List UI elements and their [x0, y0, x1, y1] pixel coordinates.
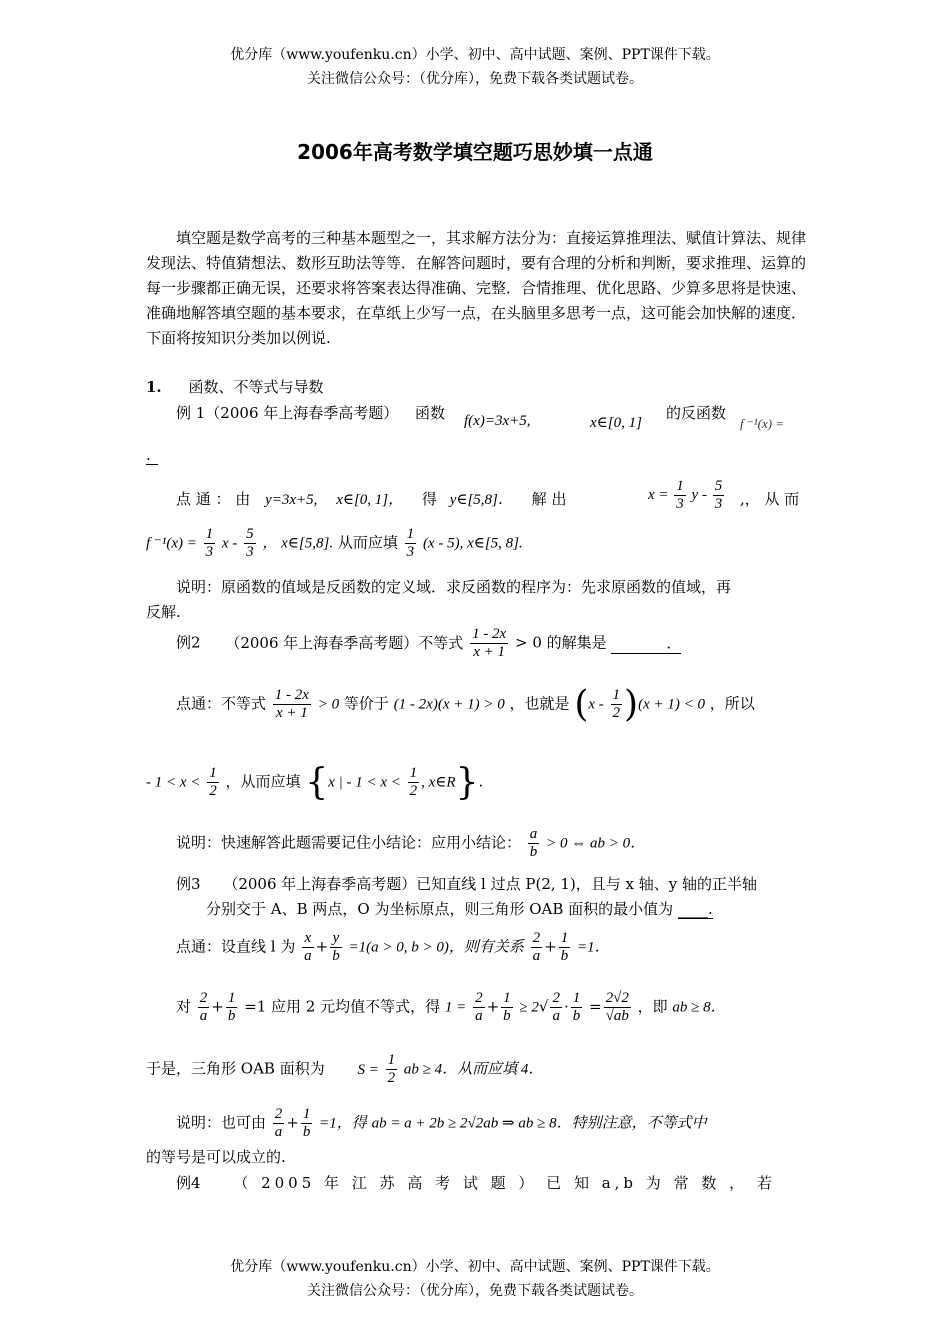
hint-label: 点 通 ： 由 [176, 490, 251, 508]
header-line-1: 优分库（www.youfenku.cn）小学、初中、高中试题、案例、PPT课件下载。 [230, 47, 720, 63]
note-derivation: ab = a + 2b ≥ 2√2ab ⇒ ab ≥ 8．特别注意，不等式中 [371, 1115, 707, 1132]
hint-label: 点通：不等式 [176, 694, 267, 713]
example-2-result: - 1 < x < $\frac{1}{2}$ ，从而应填 {x | - 1 < x < $\frac{1}{2}$ , x∈R}. [146, 762, 484, 803]
fill-text: 从而应填 [337, 533, 398, 552]
example-1-function: f(x)=3x+5, [464, 413, 531, 429]
fraction-inequality [470, 626, 508, 661]
example-3-inequality: 对 $\frac{2}{a}$ + $\frac{1}{b}$ =1 应用 2 元均值不等式，得 1 = $\frac{2}{a}$ + $\frac{1}{b}$ ≥ 2√ $\frac{2}{a}$ · $\frac{1}{b}$ = $\frac{2√2}{√ab}$ ，即 ab ≥ 8． [176, 990, 726, 1024]
fraction-one-third: $\frac{1}{3}$ [205, 526, 214, 560]
section-number: 1. [146, 378, 162, 396]
solve-mid: y - [691, 486, 707, 503]
x-minus: x - [588, 696, 604, 713]
fraction-one-third: $\frac{1}{3}$ [676, 478, 684, 512]
solution-set-tail: , x∈R [421, 774, 456, 791]
denominator: x + 1 [275, 705, 308, 721]
solution-set: x | - 1 < x < [328, 774, 401, 791]
example-1-note-2: 反解. [146, 603, 181, 621]
ab-ge-8: ab ≥ 8． [672, 999, 726, 1016]
ge-two: ≥ 2 [519, 999, 539, 1016]
answer-blank: ． [611, 632, 681, 654]
fraction-one-third: $\frac{1}{3}$ [406, 526, 415, 560]
left-paren: ( [574, 684, 589, 725]
fraction-one-half: $\frac{1}{2}$ [209, 765, 217, 799]
fraction-2-over-a: $\frac{2}{a}$ [532, 930, 541, 964]
example-3-line-2 [206, 898, 713, 919]
example-1-thus: ,， 从 而 [740, 490, 800, 508]
hint-domain: x∈[0, 1]， [336, 492, 404, 508]
example-1-result [146, 526, 523, 561]
note-equals: =1，得 [319, 1115, 367, 1132]
answer: (x - 5), x∈[5, 8]. [422, 535, 523, 552]
fraction-one-half: $\frac{1}{2}$ [387, 1052, 396, 1086]
line-equation: =1(a > 0, b > 0)，则有关系 [348, 939, 524, 956]
fraction-inequality [273, 687, 311, 722]
section-title: 函数、不等式与导数 [188, 378, 324, 396]
example-1-text: 函数 [415, 404, 446, 422]
solve-lhs: x = [648, 486, 669, 503]
fraction-one-half: $\frac{1}{2}$ [612, 687, 621, 721]
example-1-hint [176, 488, 566, 509]
footer-line-1: 优分库（www.youfenku.cn）小学、初中、高中试题、案例、PPT课件下载。 [230, 1259, 720, 1275]
fraction-2-over-a: $\frac{2}{a}$ [552, 990, 560, 1024]
factor-inequality: (x + 1) < 0 [638, 696, 705, 713]
example-3-label: 例3 [176, 875, 201, 893]
note-result: > 0 ⇔ ab > 0． [546, 835, 646, 852]
example-2-note [176, 826, 645, 861]
example-3-source: （2006 年上海春季高考题）已知直线 l 过点 P(2, 1)，且与 x 轴、y 轴的正半轴 [223, 875, 758, 893]
fraction-five-thirds: $\frac{5}{3}$ [714, 478, 723, 512]
example-4-label: 例4 [176, 1174, 201, 1192]
fraction-2-over-a: $\frac{2}{a}$ [475, 990, 483, 1024]
therefore-text: ，所以 [709, 694, 755, 713]
example-2-label: 例2 [176, 633, 201, 652]
example-3 [176, 873, 757, 894]
example-2 [176, 626, 681, 661]
range: - 1 < x < [146, 774, 201, 791]
intro-paragraph: 填空题是数学高考的三种基本题型之一，其求解方法分为：直接运算推理法、赋值计算法、规律发现法、特值猜想法、数形互助法等等．在解答问题时，要有合理的分析和判断，要求推理、运算的每一步骤都正确无误，还要求将答案表达得准确、完整．合情推理、优化思路、少算多思将是快速、准确地解答填空题的基本要求，在草纸上少写一点，在头脑里多思考一点，这可能会加快解的速度．下面将按知识分类加以例说. [146, 229, 807, 347]
fraction-a-over-b: $\frac{a}{b}$ [529, 826, 538, 860]
numerator: 1 - 2x [274, 687, 309, 703]
equivalent-text: 等价于 [343, 694, 389, 713]
example-2-tail: > 0 的解集是 [515, 633, 607, 652]
left-brace: { [305, 762, 329, 803]
hint-label: 点通：设直线 l 为 [176, 937, 296, 956]
note-text: 说明：快速解答此题需要记住小结论：应用小结论： [176, 833, 522, 852]
fraction-2sqrt2-over-sqrtab: $\frac{2√2}{√ab}$ [605, 990, 629, 1024]
denominator: x + 1 [473, 644, 506, 660]
hint-text: 得 [421, 490, 437, 508]
inverse-function: f ⁻¹(x) = [146, 535, 197, 552]
example-1-inverse: f ⁻¹(x) = [740, 416, 785, 431]
product-inequality: (1 - 2x)(x + 1) > 0 [393, 696, 505, 713]
fraction-1-over-b: $\frac{1}{b}$ [560, 930, 569, 964]
fraction-1-over-b: $\frac{1}{b}$ [227, 990, 236, 1024]
example-1-domain: x∈[0, 1] [590, 415, 642, 431]
fraction-1-over-b: $\frac{1}{b}$ [503, 990, 511, 1024]
example-1-solve [648, 478, 726, 513]
footer-line-2: 关注微信公众号：（优分库），免费下载各类试题试卷。 [307, 1283, 643, 1299]
example-1 [176, 402, 445, 423]
fraction-1-over-b: $\frac{1}{b}$ [302, 1106, 311, 1140]
fraction-y-over-b: $\frac{y}{b}$ [332, 930, 340, 964]
one-equals: 1 = [444, 999, 467, 1016]
fraction-one-half: $\frac{1}{2}$ [409, 765, 418, 799]
for-text: 对 [176, 997, 192, 1016]
example-1-label: 例 1（2006 年上海春季高考题） [176, 404, 399, 422]
example-3-area [146, 1052, 543, 1087]
example-2-source: （2006 年上海春季高考题）不等式 [225, 633, 464, 652]
example-3-note-2: 的等号是可以成立的. [146, 1148, 286, 1166]
example-3-hint: 点通：设直线 l 为 $\frac{x}{a}$ + $\frac{y}{b}$ =1(a > 0, b > 0)，则有关系 $\frac{2}{a}$ + $\frac{1}{b}$ =1． [176, 930, 610, 964]
example-1-text2: 的反函数 [666, 404, 727, 422]
greater-than-zero: > 0 [317, 696, 340, 713]
relation: =1． [576, 939, 610, 956]
area-lhs: S = [357, 1061, 379, 1078]
fill-text: ，从而应填 [225, 772, 301, 791]
hint-solve-label: 解 出 [531, 490, 567, 508]
example-1-note-1: 说明：原函数的值域是反函数的定义域．求反函数的程序为：先求原函数的值域，再 [176, 578, 732, 596]
fraction-1-over-b: $\frac{1}{b}$ [572, 990, 581, 1024]
result-x: x - [221, 535, 238, 552]
section-1-heading [146, 376, 323, 397]
result-domain: ， x∈[5,8]. [262, 535, 334, 552]
area-result: ab ≥ 4．从而应填 4． [403, 1061, 544, 1078]
hint-range: y∈[5,8]． [449, 492, 513, 508]
answer-blank: ____. [677, 900, 713, 918]
apply-text: =1 应用 2 元均值不等式，得 [244, 997, 441, 1016]
example-3-text: 分别交于 A、B 两点，O 为坐标原点，则三角形 OAB 面积的最小值为 [206, 900, 674, 918]
right-paren: ) [624, 684, 639, 725]
example-2-hint [176, 684, 755, 725]
fraction-x-over-a: $\frac{x}{a}$ [304, 930, 312, 964]
example-4-text: （ 2005 年 江 苏 高 考 试 题 ） 已 知 a,b 为 常 数 ， 若 [233, 1174, 776, 1192]
example-3-note: 说明：也可由 $\frac{2}{a}$ + $\frac{1}{b}$ =1，得 ab = a + 2b ≥ 2√2ab ⇒ ab ≥ 8．特别注意，不等式中 [176, 1106, 707, 1140]
hint-equation: y=3x+5, [265, 492, 318, 508]
note-text: 说明：也可由 [176, 1113, 267, 1132]
sqrt-sign: √ [538, 997, 549, 1016]
fraction-2-over-a: $\frac{2}{a}$ [274, 1106, 283, 1140]
right-brace: } [455, 762, 479, 803]
namely-text: ，即 [637, 997, 668, 1016]
fraction-2-over-a: $\frac{2}{a}$ [199, 990, 208, 1024]
page-title: 2006年高考数学填空题巧思妙填一点通 [297, 140, 653, 164]
that-is-text: ，也就是 [509, 694, 570, 713]
fraction-five-thirds: $\frac{5}{3}$ [246, 526, 254, 560]
example-1-answer-blank: . [146, 446, 158, 465]
area-text: 于是，三角形 OAB 面积为 [146, 1059, 325, 1078]
numerator: 1 - 2x [472, 626, 507, 642]
header-line-2: 关注微信公众号：（优分库），免费下载各类试题试卷。 [307, 71, 643, 87]
example-4 [176, 1172, 776, 1193]
